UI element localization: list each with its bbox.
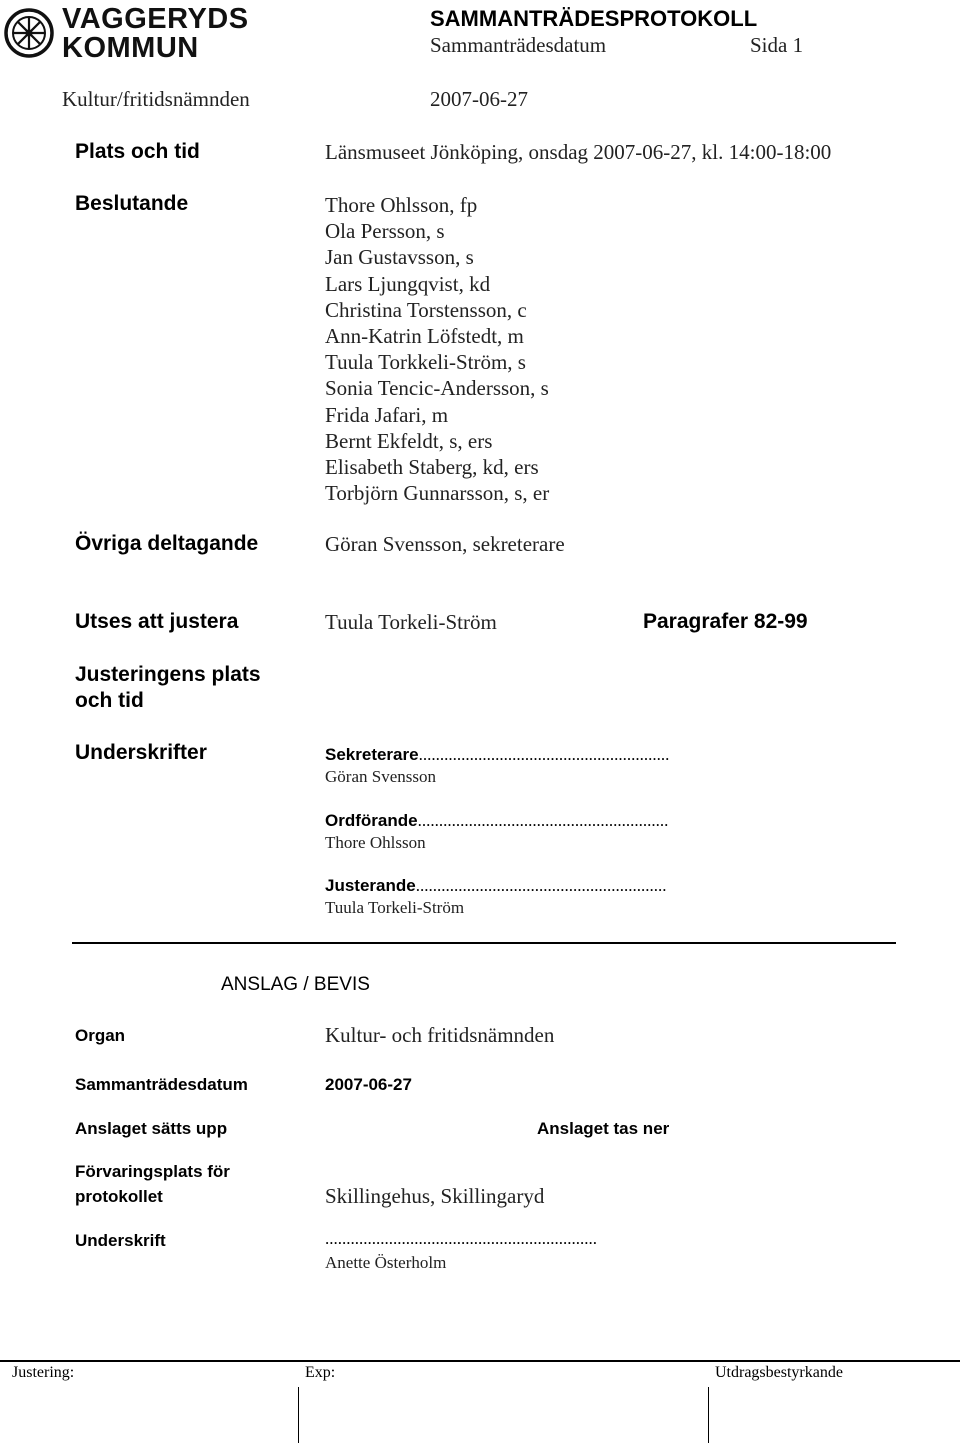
adjuster-value: Tuula Torkeli-Ström [325,610,497,634]
storage-label-line2: protokollet [75,1187,163,1206]
notice-date-label: Sammanträdesdatum [75,1075,248,1094]
committee-name: Kultur/fritidsnämnden [62,87,250,111]
decision-makers-list [325,192,549,506]
notice-date-value: 2007-06-27 [325,1075,412,1094]
member-item: Ola Persson, s [325,219,445,244]
logo-text-vaggeryds: VAGGERYDS [62,3,249,35]
adjust-place-label-line2: och tid [75,689,144,712]
secretary-name: Göran Svensson [325,767,436,786]
municipality-emblem-icon [4,4,54,62]
member-item: Torbjörn Gunnarsson, s, er [325,481,550,506]
header-date: 2007-06-27 [430,87,528,111]
logo-text-kommun: KOMMUN [62,32,199,64]
signature-line: ........................................................... [417,811,669,830]
decision-makers-label: Beslutande [75,192,189,215]
removed-label: Anslaget tas ner [537,1119,670,1138]
other-participants-label: Övriga deltagande [75,532,259,555]
footer-divider [0,1360,960,1362]
section-divider [72,942,896,944]
page-number: Sida 1 [750,33,804,57]
adjuster-role [325,876,666,896]
adjust-place-label-line1: Justeringens plats [75,663,261,686]
footer-column-divider [298,1387,299,1443]
organ-value: Kultur- och fritidsnämnden [325,1023,555,1047]
member-item: Christina Torstensson, c [325,297,527,322]
chair-role-text: Ordförande [325,811,418,830]
notice-signature-name: Anette Österholm [325,1253,447,1272]
member-item: Frida Jafari, m [325,402,449,427]
footer-extract-label: Utdragsbestyrkande [715,1364,843,1381]
notice-signature-label: Underskrift [75,1231,166,1250]
member-item: Jan Gustavsson, s [325,245,474,270]
adjuster-name: Tuula Torkeli-Ström [325,898,465,917]
footer-exp-label: Exp: [305,1364,336,1381]
footer-adjust-label: Justering: [12,1364,75,1381]
notice-signature-line: ................................................................ [325,1229,597,1248]
member-item: Bernt Ekfeldt, s, ers [325,428,493,453]
place-value: Länsmuseet Jönköping, onsdag 2007-06-27, kl. 14:00-18:00 [325,140,832,164]
posted-label: Anslaget sätts upp [75,1119,228,1138]
place-label: Plats och tid [75,140,200,163]
storage-label-line1: Förvaringsplats för [75,1162,230,1181]
chair-role [325,811,668,831]
footer-column-divider [708,1387,709,1443]
member-item: Lars Ljungqvist, kd [325,271,491,296]
meeting-date-label: Sammanträdesdatum [430,33,607,57]
adjuster-role-text: Justerande [325,876,416,895]
member-item: Ann-Katrin Löfstedt, m [325,323,524,348]
document-type: SAMMANTRÄDESPROTOKOLL [430,6,758,31]
secretary-role [325,745,669,765]
chair-name: Thore Ohlsson [325,833,426,852]
storage-value: Skillingehus, Skillingaryd [325,1184,545,1208]
signature-line: ........................................................... [418,745,670,764]
member-item: Sonia Tencic-Andersson, s [325,376,549,401]
member-item: Elisabeth Staberg, kd, ers [325,454,539,479]
signatures-label: Underskrifter [75,741,207,764]
organ-label: Organ [75,1026,126,1045]
secretary-role-text: Sekreterare [325,745,419,764]
member-item: Thore Ohlsson, fp [325,193,478,217]
adjuster-label: Utses att justera [75,610,239,633]
notice-title: ANSLAG / BEVIS [221,974,370,995]
member-item: Tuula Torkkeli-Ström, s [325,350,526,375]
signature-line: ........................................................... [415,876,667,895]
other-participants-value: Göran Svensson, sekreterare [325,532,565,556]
paragraphs-range: Paragrafer 82-99 [643,610,808,633]
